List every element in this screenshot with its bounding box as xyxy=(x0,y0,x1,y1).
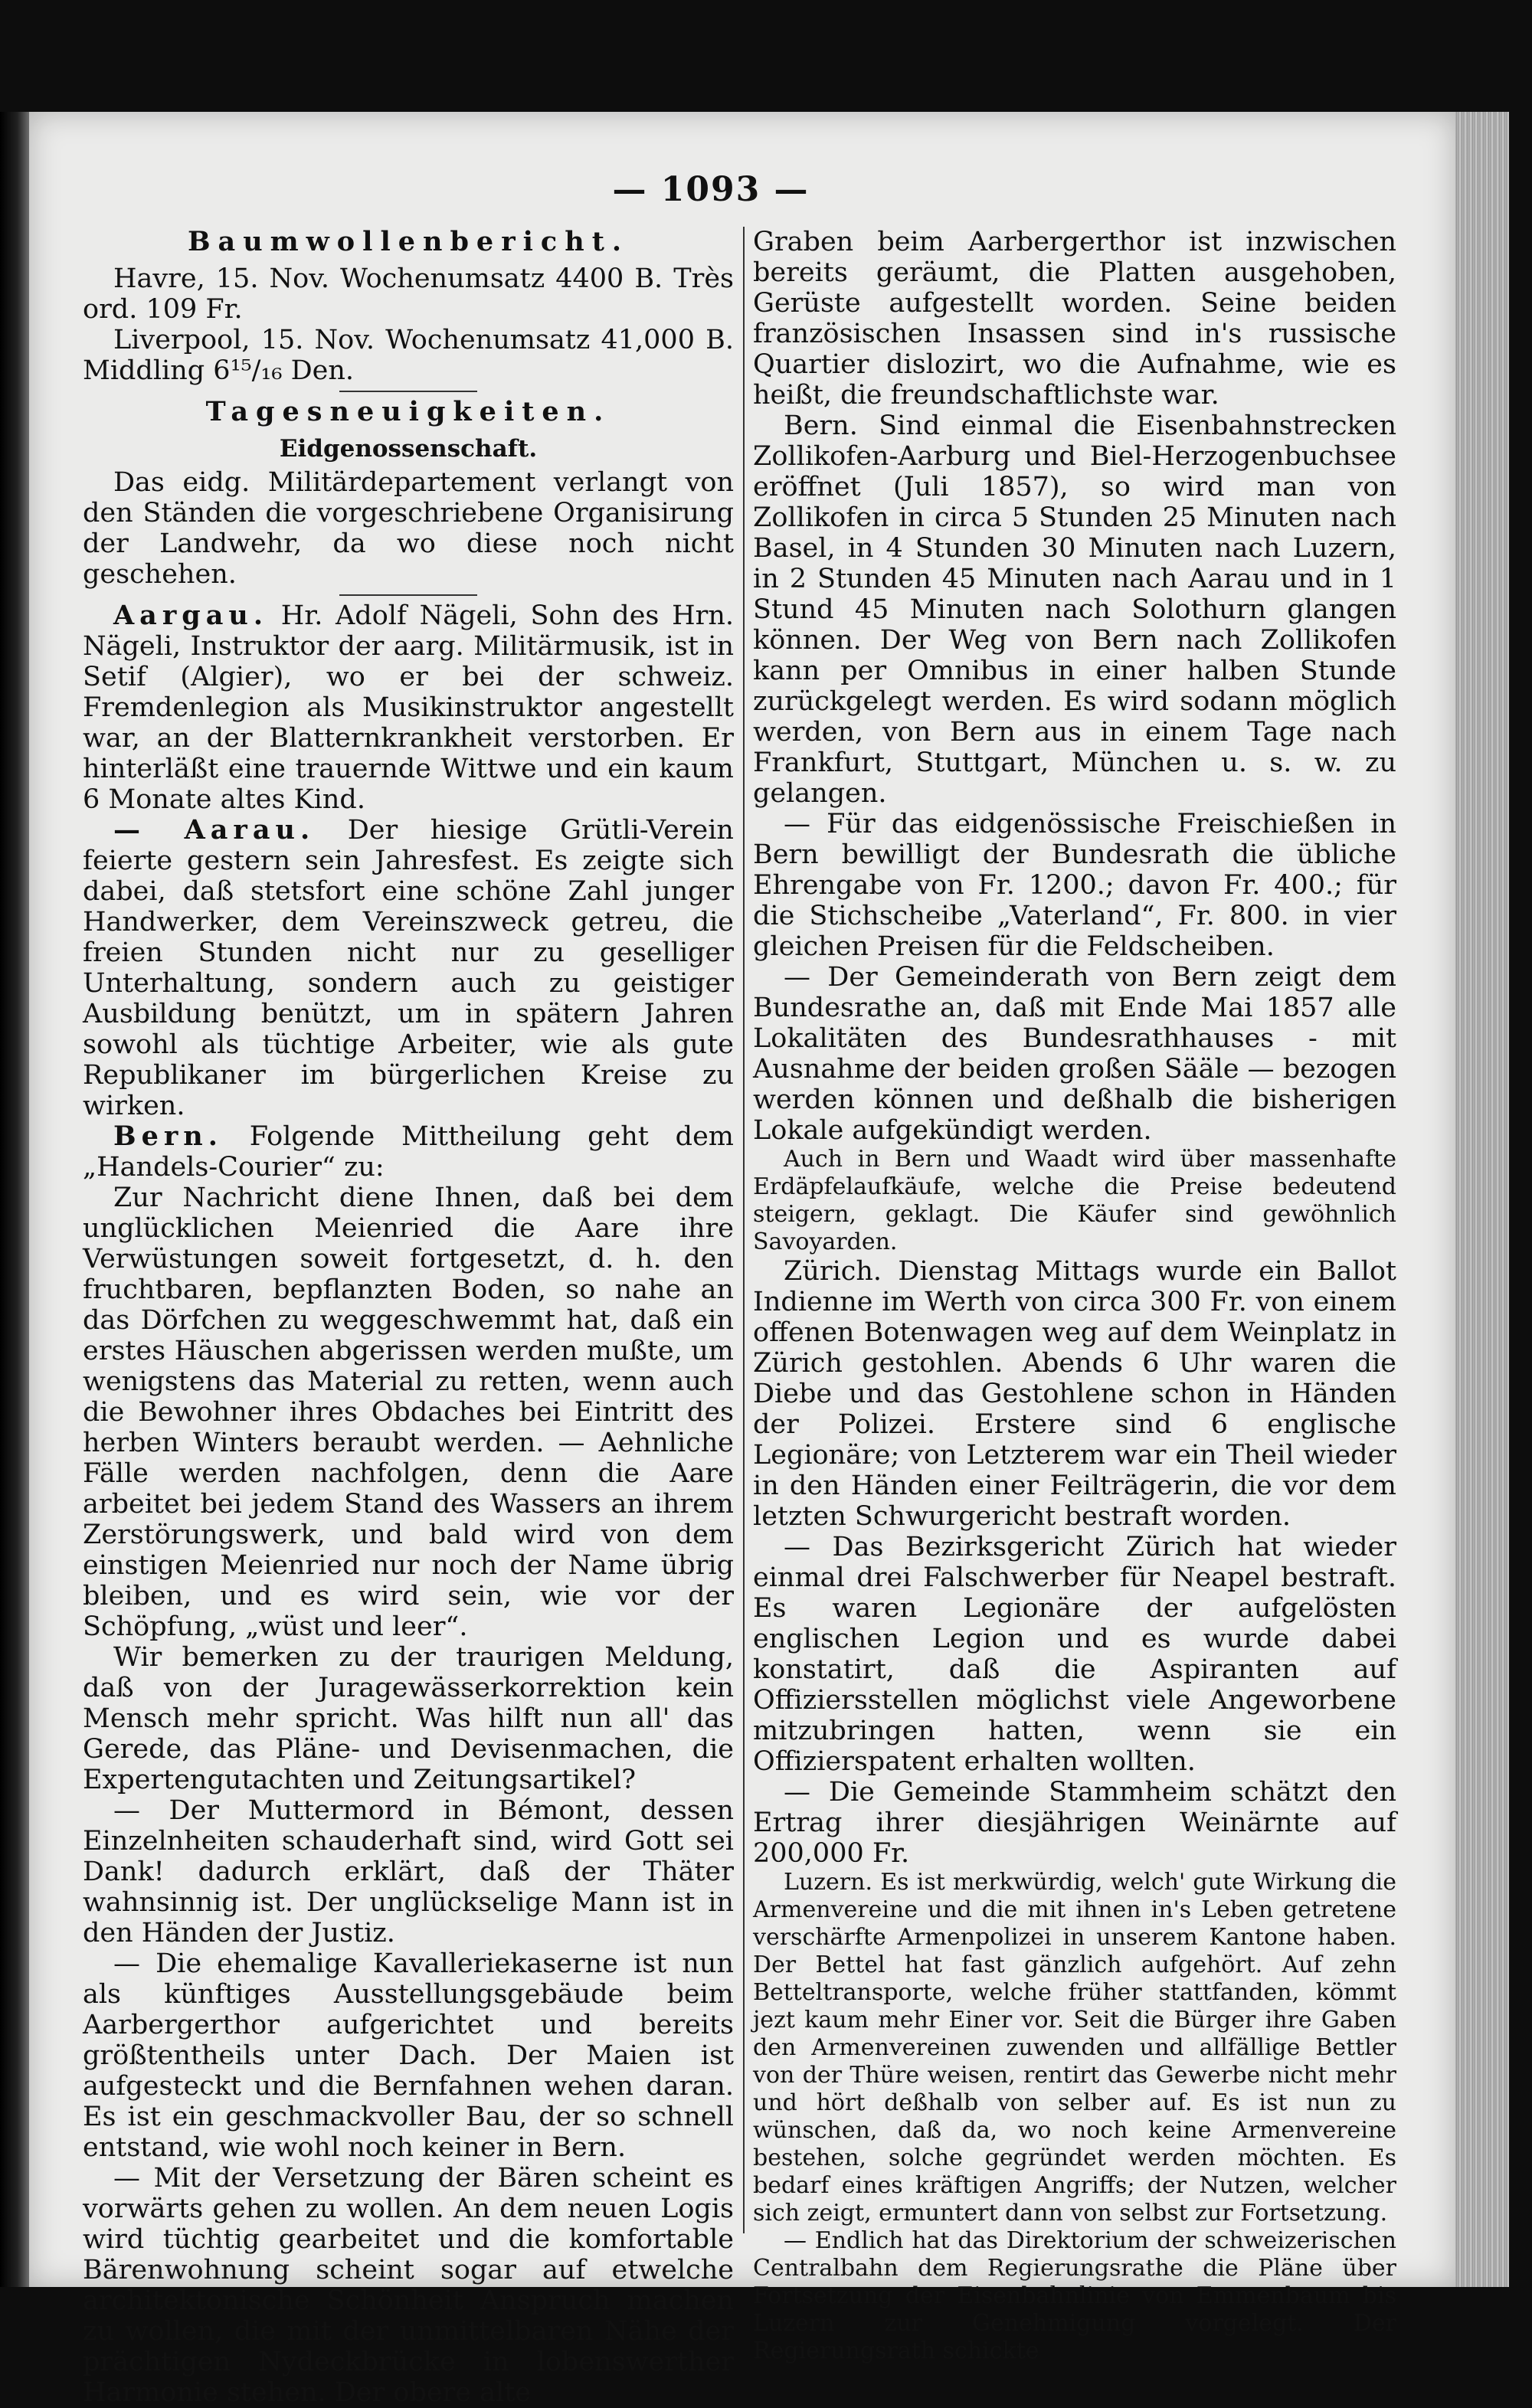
confederation-subtitle: Eidgenossenschaft. xyxy=(279,435,538,463)
article-aargau-1-text: Hr. Adolf Nägeli, Sohn des Hrn. Nägeli, Instruktor der aarg. Militärmusik, ist in Setif (Algier), wo er bei der schweiz. Fremdenlegion als Musikinstruktor angestellt war, an der Blatternkrankheit verstorben. Er hinterläßt eine trauernde Wittwe und ein kaum 6 Monate altes Kind. xyxy=(83,600,734,815)
article-stammheim: — Die Gemeinde Stammheim schätzt den Ertrag ihrer diesjährigen Weinärnte auf 200,000 Fr. xyxy=(753,1777,1396,1869)
left-column xyxy=(83,227,734,2408)
divider xyxy=(339,594,477,596)
article-bears: — Mit der Versetzung der Bären scheint es vorwärts gehen zu wollen. An dem neuen Logis wird tüchtig gearbeitet und die komfortable Bärenwohnung scheint sogar auf etwelche architektonische Schönheit Anspruch machen zu wollen, die mit der unmittelbaren Nähe der prächtigen Nydeckbrücke in lobenswerther Harmonie stehen. Der obere alte xyxy=(83,2163,734,2408)
right-column xyxy=(753,227,1396,2365)
article-aarau-text: Der hiesige Grütli-Verein feierte gestern sein Jahresfest. Es zeigte sich dabei, daß stetsfort eine schöne Zahl junger Handwerker, dem Vereinszweck getreu, die freien Stunden nicht nur zu geselliger Unterhaltung, sondern auch zu geistiger Ausbildung benützt, um in spätern Jahren sowohl als tüchtige Arbeiter, wie als gute Republikaner im bürgerlichen Kreise zu wirken. xyxy=(83,815,734,1121)
article-aarau xyxy=(83,815,734,1121)
article-centralbahn: — Endlich hat das Direktorium der schweizerischen Centralbahn dem Regierungsrathe die Pläne über Fortsetzung der Eisenbahnlinie von Emmenbaum bis Luzern zur Genehmigung vorgelegt. Der Regierungsrath schickte xyxy=(753,2227,1396,2364)
article-council: — Der Gemeinderath von Bern zeigt dem Bundesrathe an, daß mit Ende Mai 1857 alle Lokalitäten des Bundesrathhauses - mit Ausnahme der beiden großen Sääle — bezogen werden können und deßhalb die bisherigen Lokale aufgekündigt werden. xyxy=(753,962,1396,1146)
article-bern-intro-text: Folgende Mittheilung geht dem „Handels-Courier“ zu: xyxy=(83,1121,734,1183)
page-stack-edge xyxy=(1446,112,1509,2287)
article-railway: Bern. Sind einmal die Eisenbahnstrecken Zollikofen-Aarburg und Biel-Herzogenbuchsee eröffnet (Juli 1857), so wird man von Zollikofen in circa 5 Stunden 25 Minuten nach Basel, in 4 Stunden 30 Minuten nach Luzern, in 2 Stunden 45 Minuten nach Aarau und in 1 Stund 45 Minuten nach Solothurn glangen können. Der Weg von Bern nach Zollikofen kann per Omnibus in einer halben Stunde zurückgelegt werden. Es wird sodann möglich werden, von Bern aus in einem Tage nach Frankfurt, Stuttgart, München u. s. w. zu gelangen. xyxy=(753,411,1396,809)
column-divider xyxy=(743,227,745,2233)
article-luzern: Luzern. Es ist merkwürdig, welch' gute Wirkung die Armenvereine und die mit ihnen in's Leben getretene verschärfte Armenpolizei in unserem Kantone haben. Der Bettel hat fast gänzlich aufgehört. Auf zehn Betteltransporte, welche früher stattfanden, kömmt jezt kaum mehr Einer vor. Seit die Bürger ihre Gaben den Armenvereinen zuwenden und allfällige Bettler von der Thüre weisen, rentirt das Gewerbe nicht mehr und hört deßhalb von selber auf. Es ist nun zu wünschen, daß da, wo noch keine Armenvereine bestehen, solche gegründet werden möchten. Es bedarf eines kräftigen Angriffs; der Nutzen, welcher sich zeigt, ermuntert dann von selbst zur Fortsetzung. xyxy=(753,1869,1396,2226)
newspaper-page xyxy=(29,112,1455,2408)
article-bern-intro xyxy=(83,1121,734,1183)
place-bern: Bern. xyxy=(113,1121,223,1152)
article-bern-comment: Wir bemerken zu der traurigen Meldung, daß von der Juragewässerkorrektion kein Mensch mehr spricht. Was hilft nun all' das Gerede, das Pläne- und Devisenmachen, die Expertengutachten und Zeitungsartikel? xyxy=(83,1642,734,1795)
page-number: — 1093 — xyxy=(612,170,810,209)
cotton-havre: Havre, 15. Nov. Wochenumsatz 4400 B. Très ord. 109 Fr. xyxy=(83,263,734,325)
article-court: — Das Bezirksgericht Zürich hat wieder einmal drei Falschwerber für Neapel bestraft. Es waren Legionäre der aufgelösten englischen Legion und es wurde dabei konstatirt, daß die Aspiranten auf Offiziersstellen möglichst viele Angeworbene mitzubringen hatten, wenn sie ein Offizierspatent erhalten wollten. xyxy=(753,1532,1396,1777)
cotton-report-title: Baumwollenbericht. xyxy=(187,226,630,257)
place-aargau: Aargau. xyxy=(113,600,269,631)
article-shooting: — Für das eidgenössische Freischießen in Bern bewilligt der Bundesrath die übliche Ehrengabe von Fr. 1200.; davon Fr. 400.; für die Stichscheibe „Vaterland“, Fr. 800. in vier gleichen Preisen für die Feldscheiben. xyxy=(753,809,1396,962)
cotton-liverpool: Liverpool, 15. Nov. Wochenumsatz 41,000 B. Middling 6¹⁵/₁₆ Den. xyxy=(83,325,734,386)
place-aarau: — Aarau. xyxy=(113,814,316,846)
book-binding-edge xyxy=(0,112,29,2287)
article-military: Das eidg. Militärdepartement verlangt von den Ständen die vorgeschriebene Organisirung der Landwehr, da wo diese noch nicht geschehen. xyxy=(83,467,734,590)
article-barracks: — Die ehemalige Kavalleriekaserne ist nun als künftiges Ausstellungsgebäude beim Aarbergerthor aufgerichtet und bereits größtentheils unter Dach. Der Maien ist aufgesteckt und die Bernfahnen wehen daran. Es ist ein geschmackvoller Bau, der so schnell entstand, wie wohl noch keiner in Bern. xyxy=(83,1948,734,2163)
divider xyxy=(339,391,477,392)
daily-news-title: Tagesneuigkeiten. xyxy=(205,396,611,427)
article-bern-quote: Zur Nachricht diene Ihnen, daß bei dem unglücklichen Meienried die Aare ihre Verwüstungen soweit fortgesetzt, d. h. den fruchtbaren, bepflanzten Boden, so nahe an das Dörfchen zu weggeschwemmt hat, daß ein erstes Häuschen abgerissen werden mußte, um wenigstens das Material zu retten, wenn auch die Bewohner ihres Obdaches bei Eintritt des herben Winters beraubt werden. — Aehnliche Fälle werden nachfolgen, denn die Aare arbeitet bei jedem Stand des Wassers an ihrem Zerstörungswerk, und bald wird von dem einstigen Meienried nur noch der Name übrig bleiben, und es wird sein, wie vor der Schöpfung, „wüst und leer“. xyxy=(83,1183,734,1642)
article-murder: — Der Muttermord in Bémont, dessen Einzelnheiten schauderhaft sind, wird Gott sei Dank! dadurch erklärt, daß der Thäter wahnsinnig ist. Der unglückselige Mann ist in den Händen der Justiz. xyxy=(83,1795,734,1948)
article-aargau-1 xyxy=(83,600,734,815)
article-ditch: Graben beim Aarbergerthor ist inzwischen bereits geräumt, die Platten ausgehoben, Gerüste aufgestellt worden. Seine beiden französischen Insassen sind in's russische Quartier dislozirt, wo die Aufnahme, wie es heißt, die freundschaftlichste war. xyxy=(753,227,1396,411)
article-potatoes: Auch in Bern und Waadt wird über massenhafte Erdäpfelaufkäufe, welche die Preise bedeutend steigern, geklagt. Die Käufer sind gewöhnlich Savoyarden. xyxy=(753,1146,1396,1255)
article-zurich-theft: Zürich. Dienstag Mittags wurde ein Ballot Indienne im Werth von circa 300 Fr. von einem offenen Botenwagen weg auf dem Weinplatz in Zürich gestohlen. Abends 6 Uhr waren die Diebe und das Gestohlene schon in Händen der Polizei. Erstere sind 6 englische Legionäre; von Letzterem war ein Theil wieder in den Händen einer Feilträgerin, die vor dem letzten Schwurgericht bestraft worden. xyxy=(753,1256,1396,1532)
